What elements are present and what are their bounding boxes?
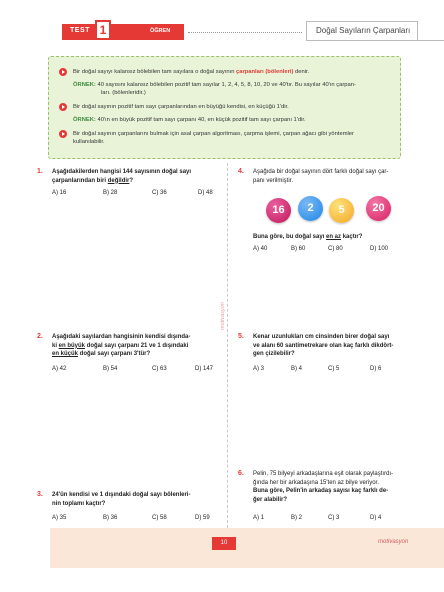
info-box <box>48 56 401 159</box>
question-4-option-a[interactable]: A) 40 <box>253 246 268 252</box>
column-divider <box>227 163 228 528</box>
question-3-option-d[interactable]: D) 59 <box>195 515 210 521</box>
arrow-bullet-icon <box>59 130 67 138</box>
question-5-text: Kenar uzunlukları cm cinsinden birer doğal sayı ve alanı 60 santimetrekare olan kaç farklı dikdört- gen çizilebilir? <box>253 334 394 357</box>
question-1-text: Aşağıdakilerden hangisi 144 sayısının doğal sayı çarpanlarından biri değildir? <box>52 169 192 184</box>
question-1-number: 1. <box>37 168 43 175</box>
question-6-option-d[interactable]: D) 4 <box>370 515 382 521</box>
header-rule <box>306 40 444 41</box>
question-4-option-d[interactable]: D) 100 <box>370 246 389 252</box>
question-5-option-c[interactable]: C) 5 <box>328 366 340 372</box>
number-ball-2: 2 <box>298 196 323 221</box>
question-2-option-c[interactable]: C) 63 <box>152 366 167 372</box>
question-1-option-a[interactable]: A) 16 <box>52 190 67 196</box>
test-label: TEST <box>70 27 90 34</box>
info-definition: Bir doğal sayıyı kalansız bölebilen tam sayılara o doğal sayının çarpanları (bölenleri) denir. <box>73 69 310 75</box>
question-6-text: Pelin, 75 bilyeyi arkadaşlarına eşit olarak paylaştırdı- ğında her bir arkadaşına 15'ten az bilye veriyor. Buna göre, Pelin'in arkadaş sayısı kaç farklı de- ğer alabilir? <box>253 471 394 503</box>
question-6-option-c[interactable]: C) 3 <box>328 515 340 521</box>
question-3-option-c[interactable]: C) 58 <box>152 515 167 521</box>
question-4-ask: Buna göre, bu doğal sayı en az kaçtır? <box>253 234 363 240</box>
question-4-option-b[interactable]: B) 60 <box>291 246 306 252</box>
question-1-option-c[interactable]: C) 36 <box>152 190 167 196</box>
question-2-number: 2. <box>37 333 43 340</box>
arrow-bullet-icon <box>59 68 67 76</box>
question-6-option-b[interactable]: B) 2 <box>291 515 303 521</box>
question-6-number: 6. <box>238 470 244 477</box>
ogren-label: ÖĞREN <box>150 28 171 34</box>
page-number: 10 <box>212 537 236 550</box>
footer-band <box>50 528 444 568</box>
question-2-option-b[interactable]: B) 54 <box>103 366 118 372</box>
question-5-option-b[interactable]: B) 4 <box>291 366 303 372</box>
number-ball-16: 16 <box>266 198 291 223</box>
question-1-option-d[interactable]: D) 48 <box>198 190 213 196</box>
question-4-option-c[interactable]: C) 80 <box>328 246 343 252</box>
question-6-option-a[interactable]: A) 1 <box>253 515 265 521</box>
info-methods: Bir doğal sayının çarpanlarını bulmak için asal çarpan algoritması, çarpma işlemi, çarpan ağacı gibi yöntemler <box>73 131 354 137</box>
question-1-option-b[interactable]: B) 28 <box>103 190 118 196</box>
vertical-brand-watermark: motivasyon <box>220 302 226 330</box>
info-example-1-cont: ları. (bölenleridir.) <box>101 90 146 96</box>
header-dotted-line <box>188 32 302 33</box>
number-ball-20: 20 <box>366 196 391 221</box>
page-title: Doğal Sayıların Çarpanları <box>316 26 411 35</box>
question-5-number: 5. <box>238 333 244 340</box>
question-3-option-a[interactable]: A) 35 <box>52 515 67 521</box>
question-3-option-b[interactable]: B) 36 <box>103 515 118 521</box>
info-example-2: ÖRNEK: 40'ın en büyük pozitif tam sayı çarpanı 40, en küçük pozitif tam sayı çarpanı 1'dir. <box>73 117 306 123</box>
test-number-badge: 1 <box>95 20 111 40</box>
info-methods-cont: kullanılabilir. <box>73 139 105 145</box>
info-example-1: ÖRNEK: 40 sayısını kalansız bölebilen pozitif tam sayılar 1, 2, 4, 5, 8, 10, 20 ve 40'tır. Bu sayılar 40'ın çarpan- <box>73 82 356 88</box>
number-ball-5: 5 <box>329 198 354 223</box>
question-5-option-a[interactable]: A) 3 <box>253 366 265 372</box>
question-3-text: 24'ün kendisi ve 1 dışındaki doğal sayı bölenleri- nin toplamı kaçtır? <box>52 492 191 507</box>
arrow-bullet-icon <box>59 103 67 111</box>
question-4-text: Aşağıda bir doğal sayının dört farklı doğal sayı çar- panı verilmiştir. <box>253 169 389 184</box>
question-2-option-d[interactable]: D) 147 <box>195 366 214 372</box>
question-2-option-a[interactable]: A) 42 <box>52 366 67 372</box>
question-3-number: 3. <box>37 491 43 498</box>
question-5-option-d[interactable]: D) 6 <box>370 366 382 372</box>
question-2-text: Aşağıdaki sayılardan hangisinin kendisi dışında- ki en büyük doğal sayı çarpanı 21 ve 1 dışındaki en küçük doğal sayı çarpanı 3'tür? <box>52 334 191 357</box>
footer-brand-logo: motivasyon <box>378 539 409 545</box>
question-4-number: 4. <box>238 168 244 175</box>
info-largest-smallest: Bir doğal sayının pozitif tam sayı çarpanlarından en büyüğü kendisi, en küçüğü 1'dir. <box>73 104 289 110</box>
